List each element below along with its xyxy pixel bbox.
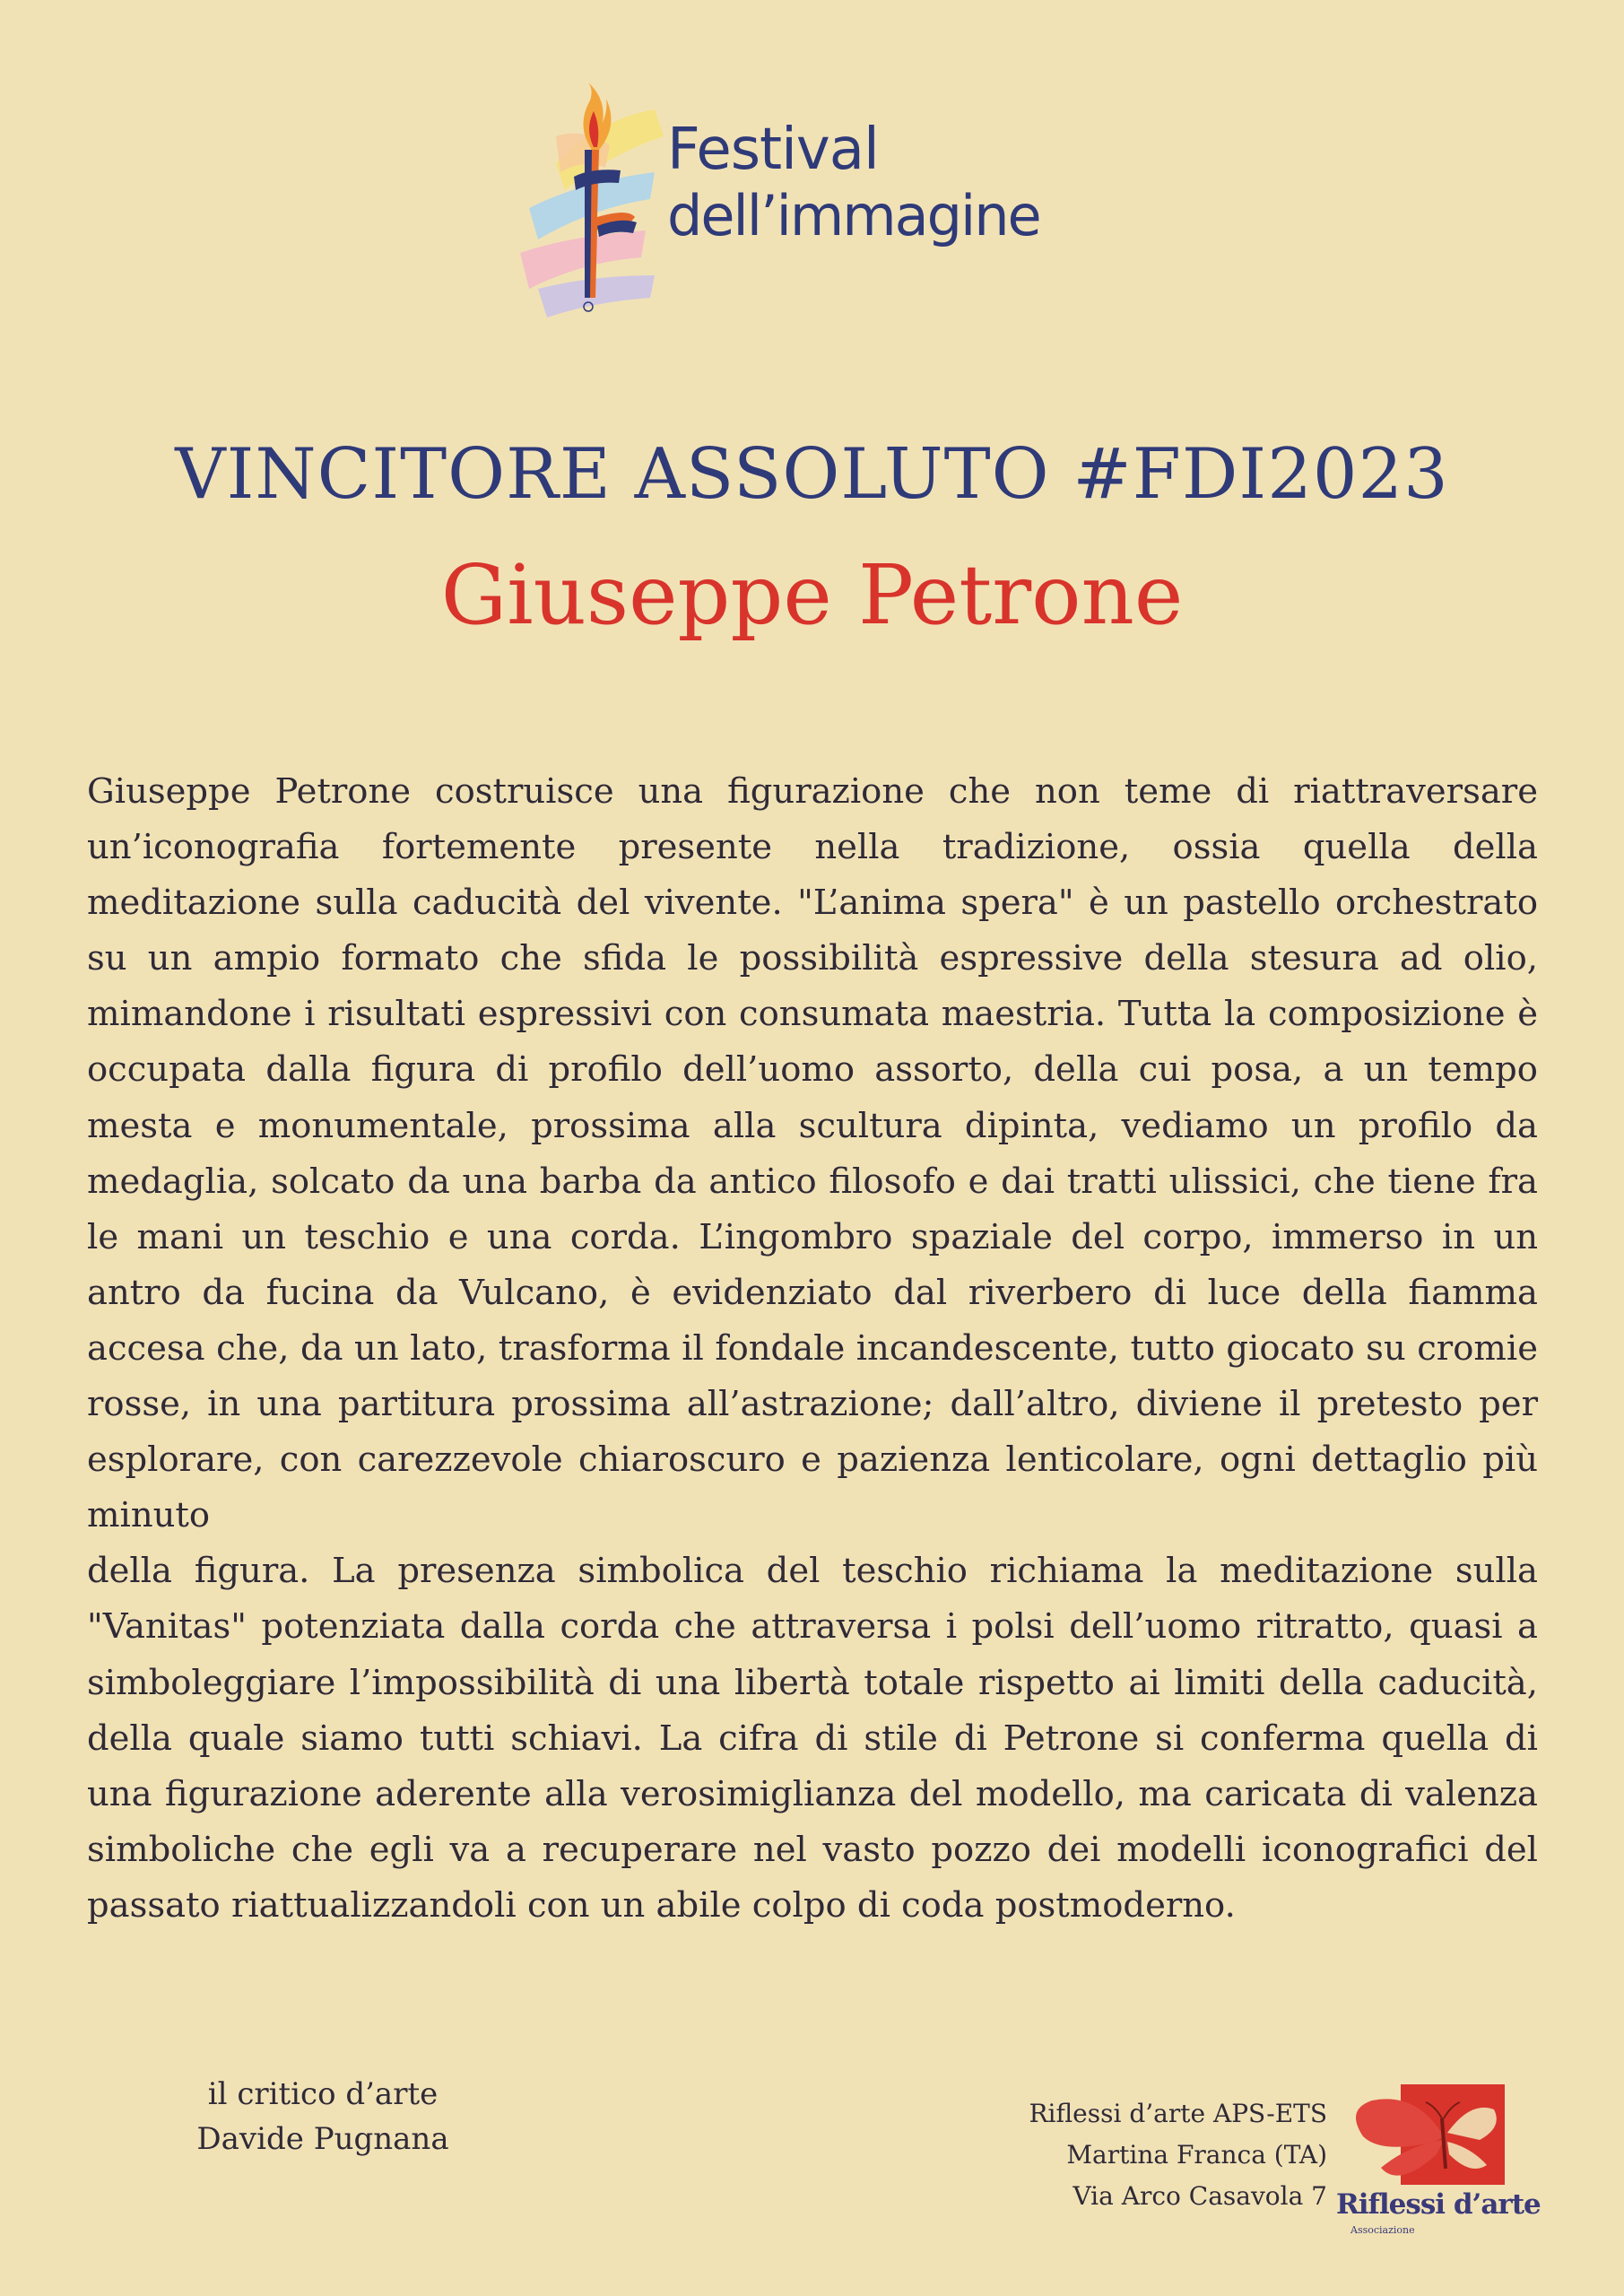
association-logo-subtitle: Associazione <box>1350 2224 1415 2236</box>
festival-logo <box>520 83 1058 325</box>
critique-paragraph-1: Giuseppe Petrone costruisce una figurazione che non teme di riattraversare un’iconografia fortemente presente nella tradizione, ossia quella della meditazione sulla caducità del vivente. "L’anima spera" è un pastello orchestrato su un ampio formato che sfida le possibilità espressive della stesura ad olio, mimandone i risultati espressivi con consumata maestria. Tutta la composizione è occupata dalla figura di profilo dell’uomo assorto, della cui posa, a un tempo mesta e monumentale, prossima alla scultura dipinta, vediamo un profilo da medaglia, solcato da una barba da antico filosofo e dai tratti ulissici, che tiene fra le mani un teschio e una corda. L’ingombro spaziale del corpo, immerso in un antro da fucina da Vulcano, è evidenziato dal riverbero di luce della fiamma accesa che, da un lato, trasforma il fondale incandescente, tutto giocato su cromie rosse, in una partitura prossima all’astrazione; dall’altro, diviene il pretesto per esplorare, con carezzevole chiaroscuro e pazienza lenticolare, ogni dettaglio più minuto <box>87 771 1538 1536</box>
critique-text <box>87 764 1538 1934</box>
winner-name: Giuseppe Petrone <box>440 547 1184 643</box>
association-logo <box>1336 2083 1551 2235</box>
association-address <box>995 2093 1327 2217</box>
critic-name: Davide Pugnana <box>196 2121 449 2157</box>
critique-paragraph-2: della figura. La presenza simbolica del teschio richiama la meditazione sulla "Vanitas" potenziata dalla corda che attraversa i polsi dell’uomo ritratto, quasi a simboleggiare l’impossibilità di una libertà totale rispetto ai limiti della caducità, della quale siamo tutti schiavi. La cifra di stile di Petrone si conferma quella di una figurazione aderente alla verosimiglianza del modello, ma caricata di valenza simboliche che egli va a recuperare nel vasto pozzo dei modelli iconografici del passato riattualizzandoli con un abile colpo di coda postmoderno. <box>87 1551 1538 1926</box>
logo-text-dellimmagine: dell’immagine <box>667 183 1040 248</box>
critic-role: il critico d’arte <box>207 2076 439 2112</box>
page-title: VINCITORE ASSOLUTO #FDI2023 <box>175 434 1449 515</box>
festival-torch-icon <box>520 83 673 325</box>
address-line-3: Via Arco Casavola 7 <box>1073 2181 1327 2211</box>
butterfly-icon <box>1336 2083 1551 2190</box>
association-logo-name: Riflessi d’arte <box>1336 2188 1541 2221</box>
address-line-1: Riflessi d’arte APS-ETS <box>1029 2099 1327 2128</box>
address-line-2: Martina Franca (TA) <box>1066 2140 1327 2170</box>
critic-signature <box>179 2072 466 2161</box>
logo-text-festival: Festival <box>667 117 879 183</box>
